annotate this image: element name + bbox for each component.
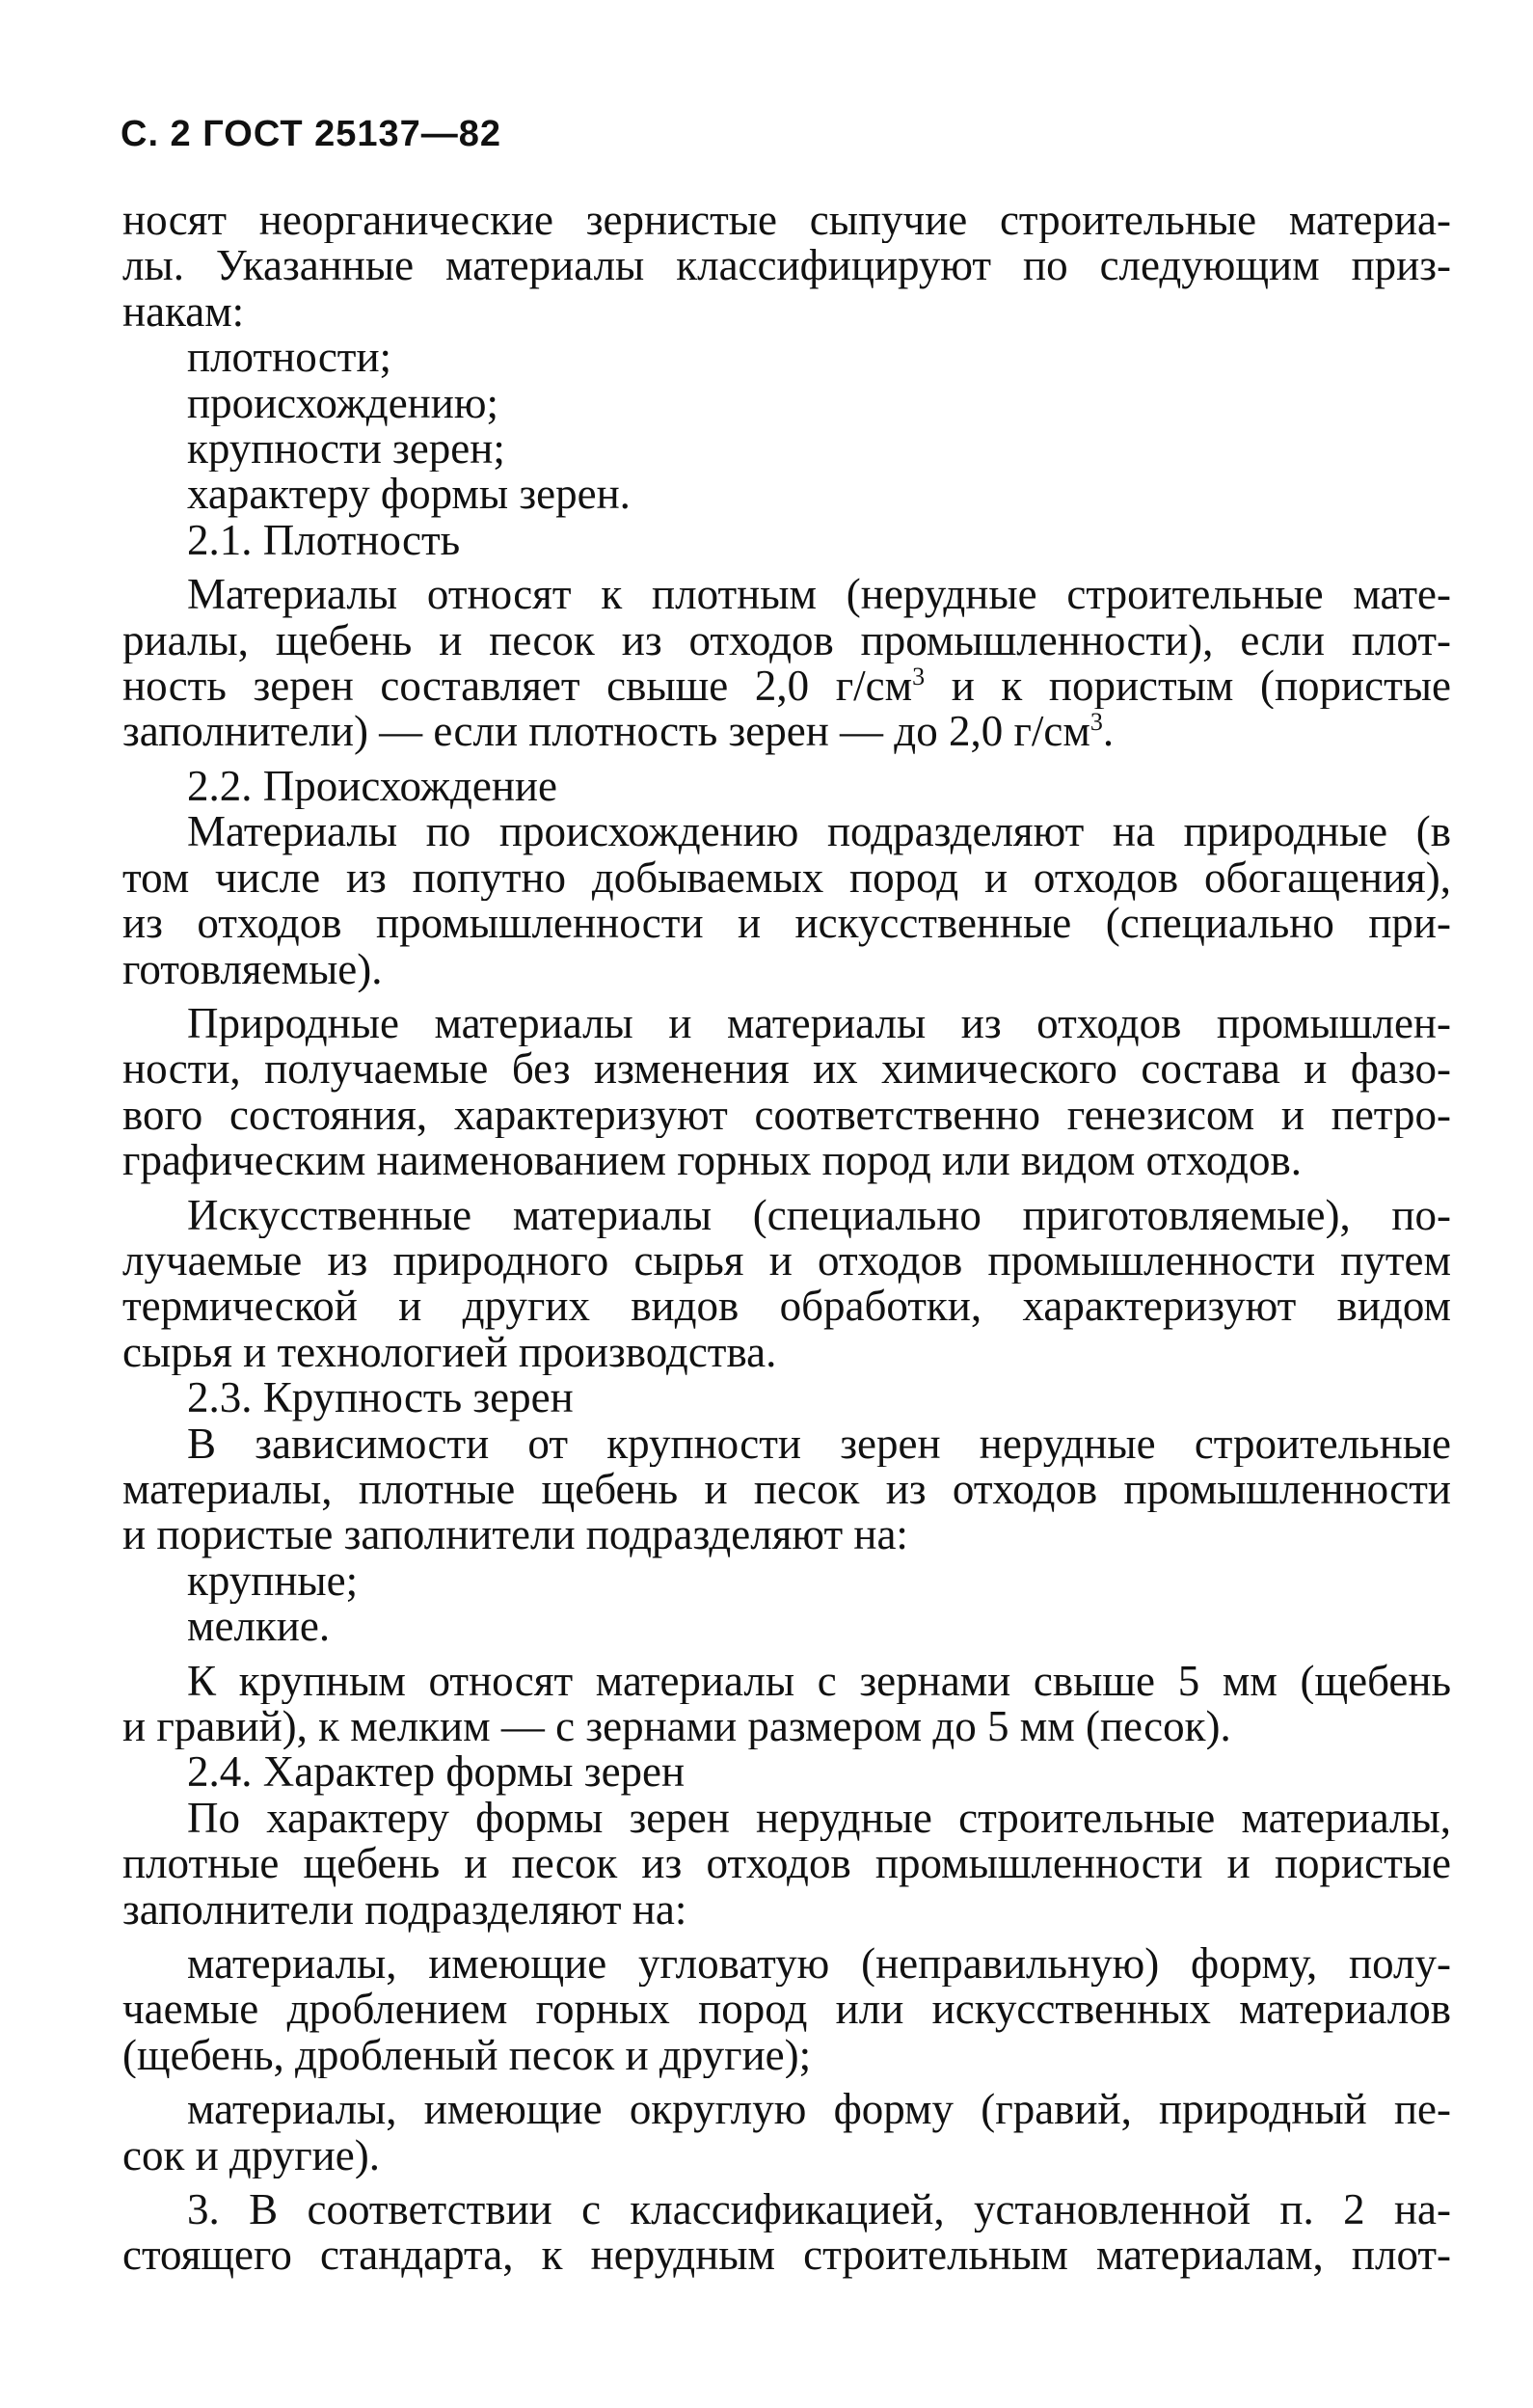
text-line: вого состояния, характеризуют соответственно генезисом и петро- xyxy=(122,1092,1451,1139)
text-line: чаемые дроблением горных пород или искусственных материалов xyxy=(122,1987,1451,2033)
list-item: крупные; xyxy=(187,1557,359,1605)
text-line: Материалы относят к плотным (нерудные строительные мате- xyxy=(187,572,1451,618)
text-line: том числе из попутно добываемых пород и отходов обогащения), xyxy=(122,854,1451,902)
text-line: из отходов промышленности и искусственные (специально при- xyxy=(122,901,1451,947)
document-body xyxy=(122,198,1451,2279)
text-line: В зависимости от крупности зерен нерудные строительные xyxy=(187,1420,1451,1467)
list-item: плотности; xyxy=(187,335,392,381)
text-line: Материалы по происхождению подразделяют на природные (в xyxy=(187,809,1451,855)
list-item: крупности зерен; xyxy=(187,426,505,473)
text-line: готовляемые). xyxy=(122,946,383,992)
text-line: термической и других видов обработки, характеризуют видом xyxy=(122,1284,1451,1330)
text-line: сырья и технологией производства. xyxy=(122,1329,777,1376)
text-line: сок и другие). xyxy=(122,2132,380,2179)
list-item: происхождению; xyxy=(187,380,498,427)
text-line: заполнители подразделяют на: xyxy=(122,1886,687,1934)
text-line: материалы, плотные щебень и песок из отходов промышленности xyxy=(122,1466,1451,1513)
list-item: характеру формы зерен. xyxy=(187,472,631,518)
text-line: материалы, имеющие угловатую (неправильную) форму, полу- xyxy=(187,1941,1451,1988)
text-line: ности, получаемые без изменения их химического состава и фазо- xyxy=(122,1046,1451,1093)
text-line: графическим наименованием горных пород или видом отходов. xyxy=(122,1138,1302,1184)
section-heading: 2.3. Крупность зерен xyxy=(187,1375,574,1421)
text-line: лучаемые из природного сырья и отходов промышленности путем xyxy=(122,1237,1451,1285)
section-heading: 2.1. Плотность xyxy=(187,517,461,564)
text-line: Природные материалы и материалы из отходов промышлен- xyxy=(187,1000,1451,1047)
text-line: 3. В соответствии с классификацией, установленной п. 2 на- xyxy=(187,2187,1451,2233)
text-line: ность зерен составляет свыше 2,0 $г/см^3$ и к пористым (пористые xyxy=(122,663,1451,710)
text-line: накам: xyxy=(122,288,245,336)
text-line: лы. Указанные материалы классифицируют по следующим приз- xyxy=(122,243,1451,289)
text-line: и пористые заполнители подразделяют на: xyxy=(122,1512,908,1558)
text-line: По характеру формы зерен нерудные строительные материалы, xyxy=(187,1795,1451,1842)
text-line: материалы, имеющие округлую форму (гравий, природный пе- xyxy=(187,2087,1451,2133)
text-line: носят неорганические зернистые сыпучие строительные материа- xyxy=(122,198,1451,244)
text-line: Искусственные материалы (специально приготовляемые), по- xyxy=(187,1192,1451,1238)
text-line: (щебень, дробленый песок и другие); xyxy=(122,2032,812,2079)
superscript: 3 xyxy=(912,663,926,691)
text-line: плотные щебень и песок из отходов промышленности и пористые xyxy=(122,1841,1451,1887)
section-heading: 2.2. Происхождение xyxy=(187,763,557,810)
text-line: риалы, щебень и песок из отходов промышленности), если плот- xyxy=(122,617,1451,664)
section-heading: 2.4. Характер формы зерен xyxy=(187,1749,686,1796)
text-line: заполнители) — если плотность зерен — до 2,0 $г/см^3$. xyxy=(122,709,1115,755)
page-header: С. 2 ГОСТ 25137—82 xyxy=(121,114,502,154)
text-line: стоящего стандарта, к нерудным строительным материалам, плот- xyxy=(122,2232,1451,2279)
superscript: 3 xyxy=(1089,709,1103,737)
text-line: и гравий), к мелким — с зернами размером до 5 мм (песок). xyxy=(122,1704,1231,1750)
text-line: К крупным относят материалы с зернами свыше 5 мм (щебень xyxy=(187,1658,1451,1704)
list-item: мелкие. xyxy=(187,1604,331,1650)
